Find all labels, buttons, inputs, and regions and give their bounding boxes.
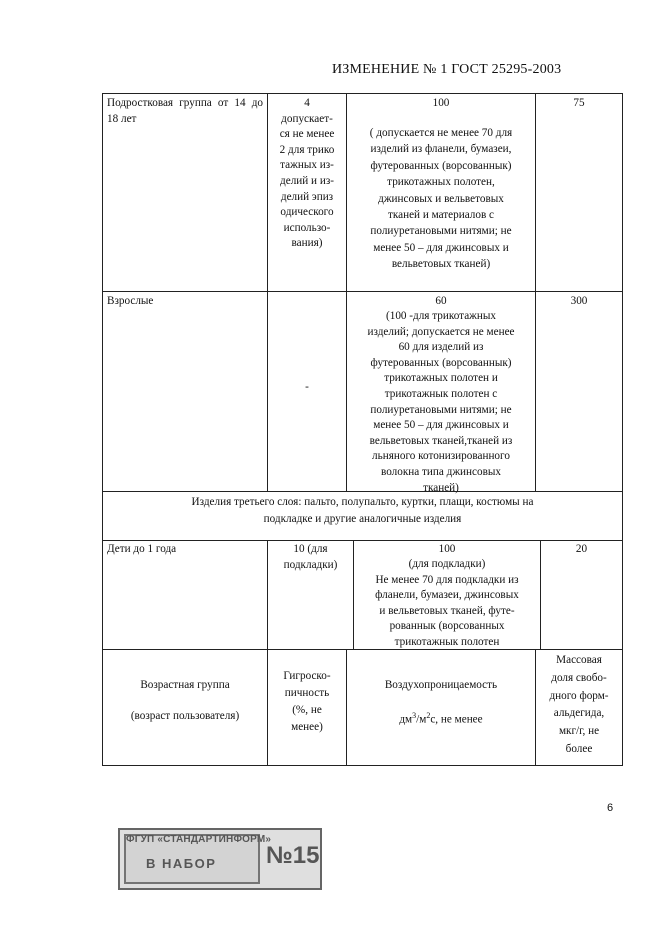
- column-header-air-unit: [348, 708, 534, 728]
- cell-adults-formaldehyde: [535, 291, 623, 492]
- teen-hygroscopicity: 4 допускает- ся не менее 2 для трико тажных из- делий и из- делий эпиз одического использо- вания): [279, 97, 335, 250]
- third-layer-heading: Изделия третьего слоя: пальто, полупальто, куртки, плащи, костюмы на подкладке и другие аналогичные изделия: [191, 496, 534, 525]
- adults-group-label: Взрослые: [107, 295, 154, 307]
- infants-formaldehyde: 20: [575, 543, 588, 555]
- stamp-number: №15: [266, 842, 320, 869]
- adults-formaldehyde: 300: [570, 295, 588, 307]
- stamp-label: В НАБОР: [146, 856, 217, 871]
- page-number: 6: [607, 802, 614, 814]
- air-unit-base: дм: [399, 713, 413, 726]
- infants-hygroscopicity: 10 (для подкладки): [283, 543, 338, 571]
- adults-hygroscopicity: -: [305, 381, 309, 393]
- teen-formaldehyde: 75: [573, 97, 585, 109]
- air-unit-end: с, не менее: [430, 713, 483, 726]
- teen-air-permeability: 100: [432, 97, 450, 109]
- document-header: ИЗМЕНЕНИЕ № 1 ГОСТ 25295-2003: [332, 62, 562, 77]
- adults-air-note: (100 -для трикотажных изделий; допускается не менее 60 для изделий из футерованных (ворсованнык) трикотажных полотен и трикотажнык полотен с полиуретановыми нитями; не менее 50 – для джинсовых и вельветовых тканей,тканей из льняного котонизированного волокна типа джинсовых тканей): [367, 310, 515, 494]
- infants-air-note: (для подкладки) Не менее 70 для подкладки из фланели, бумазеи, джинсовых и вельветовых тканей, футе- рованнык (ворсованных трикотажнык полотен: [375, 558, 519, 648]
- column-header-age-group: Возрастная группа (возраст пользователя): [130, 679, 240, 723]
- air-unit-mid: /м: [416, 713, 427, 726]
- infants-air-permeability: 100: [438, 543, 456, 555]
- air-unit-sup1: 3: [412, 711, 417, 720]
- teen-air-note: ( допускается не менее 70 для изделий из фланели, бумазеи, футерованных (ворсованнык) трикотажных полотен, джинсовых и вельветовых тканей и материалов с полиуретановыми нитями; не менее 50 – для джинсовых и вельветовых тканей): [369, 127, 513, 271]
- adults-air-permeability: 60: [435, 295, 447, 307]
- column-header-hygroscopicity: Гигроско- пичность (%, не менее): [283, 670, 331, 733]
- cell-adults-group: [102, 291, 268, 492]
- teen-group-label: Подростковая группа от 14 до 18 лет: [107, 97, 263, 125]
- air-unit-sup2: 2: [426, 711, 431, 720]
- column-header-air-permeability: Воздухопроницаемость: [384, 679, 498, 691]
- infants-group-label: Дети до 1 года: [107, 543, 177, 555]
- column-header-formaldehyde: Массовая доля свобо- дного форм- альдегида, мкг/г, не более: [549, 654, 609, 755]
- stamp: [118, 828, 322, 890]
- stamp-organization: ФГУП «СТАНДАРТИНФОРМ»: [126, 834, 272, 845]
- cell-teen-formaldehyde: [535, 93, 623, 292]
